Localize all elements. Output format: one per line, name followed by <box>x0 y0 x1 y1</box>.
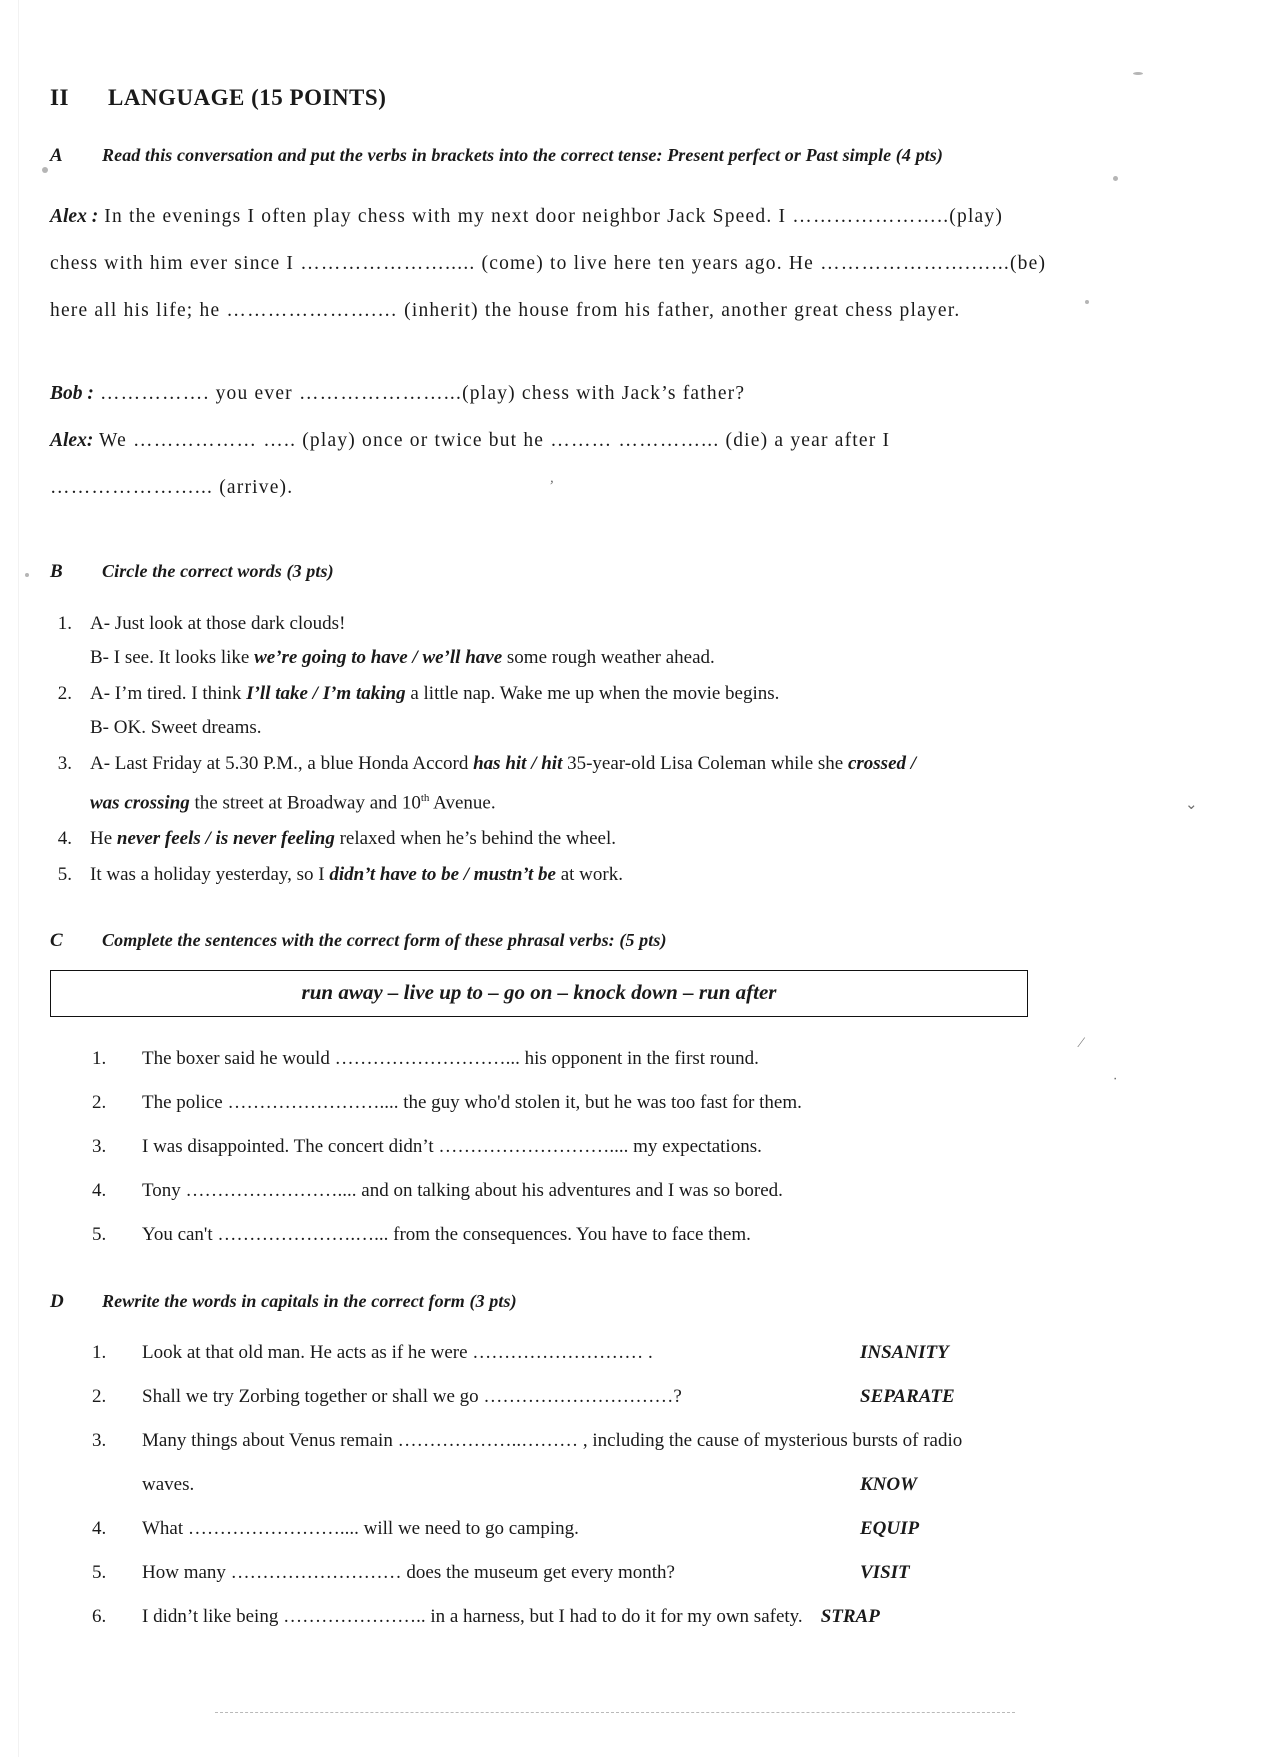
task-b-instruction: Circle the correct words (3 pts) <box>102 561 334 581</box>
item-text: some rough weather ahead. <box>502 647 715 668</box>
list-item <box>50 747 1050 820</box>
scan-mark: , <box>550 470 554 486</box>
conversation-text: In the evenings I often play chess with my next door neighbor Jack Speed. I …………………..(play) chess with him ever since I …………………..... (come) to live here ten years ago. He ………………….…...(be) here all his life; he ………………….… (inherit) the house from his father, another great chess player. <box>50 206 1047 321</box>
scan-speck <box>25 573 29 577</box>
item-text: Tony …………………….... and on talking about his adventures and I was so bored. <box>142 1180 783 1202</box>
scan-speck <box>1113 176 1118 181</box>
item-number: 1. <box>57 613 72 634</box>
list-item <box>50 822 1050 856</box>
choice-option[interactable]: crossed / <box>847 753 917 774</box>
list-item <box>50 1331 1050 1375</box>
conversation-block <box>50 193 1050 511</box>
scan-mark: ᐧ <box>1113 1072 1117 1088</box>
choice-option[interactable]: I’ll take / I’m taking <box>246 683 406 704</box>
item-line <box>90 781 1050 820</box>
item-text: He <box>90 828 117 850</box>
scan-bottom-line <box>215 1712 1015 1713</box>
item-text: I didn’t like being ………………….. in a harness, but I had to do it for my own safety. <box>142 1606 803 1628</box>
item-text-continued: waves. <box>142 1474 195 1496</box>
capital-word: STRAP <box>820 1606 880 1628</box>
task-b-letter: B <box>50 561 63 582</box>
section-numeral: II <box>50 85 69 110</box>
list-item <box>50 1081 1050 1125</box>
circle-items-list <box>50 607 1050 892</box>
item-line <box>90 641 1050 675</box>
capital-word: KNOW <box>860 1474 918 1496</box>
item-number: 3. <box>92 1136 107 1158</box>
choice-option[interactable]: was crossing <box>90 792 190 814</box>
task-a-letter: A <box>50 145 63 166</box>
item-text: A- Last Friday at 5.30 P.M., a blue Honda Accord <box>90 753 474 774</box>
item-number: 3. <box>92 1430 107 1452</box>
conversation-text: …………………... (arrive). <box>50 477 294 498</box>
scan-edge-line <box>18 0 19 1757</box>
item-number: 4. <box>92 1180 107 1202</box>
capital-word: SEPARATE <box>860 1386 955 1408</box>
item-text: A- Just look at those dark clouds! <box>90 613 346 634</box>
item-line <box>90 607 1050 641</box>
conversation-line <box>50 464 1050 511</box>
list-item <box>50 1507 1050 1551</box>
item-number: 5. <box>57 864 72 886</box>
item-line <box>90 677 1050 711</box>
item-number: 1. <box>92 1342 107 1364</box>
item-text: The boxer said he would ………………………... his opponent in the first round. <box>142 1048 759 1070</box>
item-text: the street at Broadway and 10 <box>189 792 421 814</box>
item-text: Shall we try Zorbing together or shall we go …………………………? <box>142 1386 682 1408</box>
capital-word: VISIT <box>860 1562 910 1584</box>
item-text: relaxed when he’s behind the wheel. <box>334 828 617 850</box>
document-content <box>50 85 1050 1639</box>
task-b-header <box>50 561 1050 583</box>
item-number: 3. <box>57 753 72 774</box>
scan-speck <box>1085 300 1089 304</box>
item-text: B- OK. Sweet dreams. <box>90 717 262 738</box>
task-d-header <box>50 1291 1050 1313</box>
list-item <box>50 1169 1050 1213</box>
list-item <box>50 607 1050 675</box>
item-text: The police …………………….... the guy who'd stolen it, but he was too fast for them. <box>142 1092 802 1114</box>
choice-option[interactable]: has hit / hit <box>473 753 563 774</box>
item-text: What …………………….... will we need to go camping. <box>142 1518 579 1540</box>
item-text: Many things about Venus remain ………………..……… , including the cause of mysterious bursts of radio <box>142 1430 963 1452</box>
item-text: at work. <box>555 864 623 886</box>
item-number: 6. <box>92 1606 107 1628</box>
task-d-letter: D <box>50 1291 64 1313</box>
item-text: 35-year-old Lisa Coleman while she <box>562 753 848 774</box>
list-item <box>50 1551 1050 1595</box>
choice-option[interactable]: never feels / is never feeling <box>116 828 335 850</box>
scan-speck <box>1133 72 1143 75</box>
list-item <box>50 1375 1050 1419</box>
item-text: Avenue. <box>429 792 496 814</box>
conversation-line <box>50 370 1050 417</box>
capital-items-list <box>50 1331 1050 1639</box>
item-line <box>90 711 1050 745</box>
item-text: Look at that old man. He acts as if he were ……………………… . <box>142 1342 653 1364</box>
item-text: a little nap. Wake me up when the movie begins. <box>405 683 780 704</box>
speaker-label: Alex: <box>50 430 94 451</box>
item-text: You can't ………………….…... from the consequences. You have to face them. <box>142 1224 751 1246</box>
list-item <box>50 1213 1050 1257</box>
item-line <box>90 822 1050 856</box>
choice-option[interactable]: we’re going to have / we’ll have <box>254 647 503 668</box>
capital-word: INSANITY <box>860 1342 949 1364</box>
task-c-letter: C <box>50 930 63 952</box>
list-item <box>50 1595 1050 1639</box>
item-number: 2. <box>92 1386 107 1408</box>
item-text: How many ……………………… does the museum get every month? <box>142 1562 675 1584</box>
choice-option[interactable]: didn’t have to be / mustn’t be <box>329 864 556 886</box>
speaker-label: Bob : <box>50 383 94 404</box>
task-a-instruction: Read this conversation and put the verbs in brackets into the correct tense: Present perfect or Past simple (4 pts) <box>102 145 943 165</box>
ordinal-suffix: th <box>420 792 430 804</box>
item-line <box>90 858 1050 892</box>
phrasal-items-list <box>50 1037 1050 1257</box>
item-text: B- I see. It looks like <box>90 647 255 668</box>
conversation-text: ……………. you ever …………………...(play) chess with Jack’s father? <box>93 383 746 404</box>
scan-mark: ⁄ <box>1080 1035 1083 1051</box>
task-c-header <box>50 930 1050 952</box>
section-heading <box>50 85 1050 111</box>
phrasal-verbs-box: run away – live up to – go on – knock down – run after <box>50 970 1028 1017</box>
list-item <box>50 677 1050 745</box>
list-item <box>50 1037 1050 1081</box>
item-text: I was disappointed. The concert didn’t ……………………….... my expectations. <box>142 1136 762 1158</box>
conversation-line <box>50 417 1050 464</box>
scan-mark: ⌄ <box>1185 797 1198 813</box>
conversation-text: We ……………… ….. (play) once or twice but he ……… …………... (die) a year after I <box>93 430 891 451</box>
list-item <box>50 1419 1050 1507</box>
task-d-instruction: Rewrite the words in capitals in the correct form (3 pts) <box>102 1291 517 1312</box>
item-number: 5. <box>92 1562 107 1584</box>
task-c-instruction: Complete the sentences with the correct form of these phrasal verbs: (5 pts) <box>102 930 667 951</box>
item-number: 4. <box>57 828 72 850</box>
section-title: LANGUAGE (15 POINTS) <box>108 85 387 110</box>
scan-speck <box>42 167 48 173</box>
item-number: 2. <box>92 1092 107 1114</box>
item-number: 5. <box>92 1224 107 1246</box>
item-text: A- I’m tired. I think <box>90 683 247 704</box>
item-number: 4. <box>92 1518 107 1540</box>
list-item <box>50 1125 1050 1169</box>
conversation-line <box>50 193 1050 334</box>
speaker-label: Alex : <box>50 206 99 227</box>
item-line <box>90 747 1050 781</box>
list-item <box>50 858 1050 892</box>
item-number: 2. <box>57 683 72 704</box>
capital-word: EQUIP <box>860 1518 920 1540</box>
item-number: 1. <box>92 1048 107 1070</box>
item-text: It was a holiday yesterday, so I <box>90 864 330 886</box>
task-a-header <box>50 145 1050 167</box>
